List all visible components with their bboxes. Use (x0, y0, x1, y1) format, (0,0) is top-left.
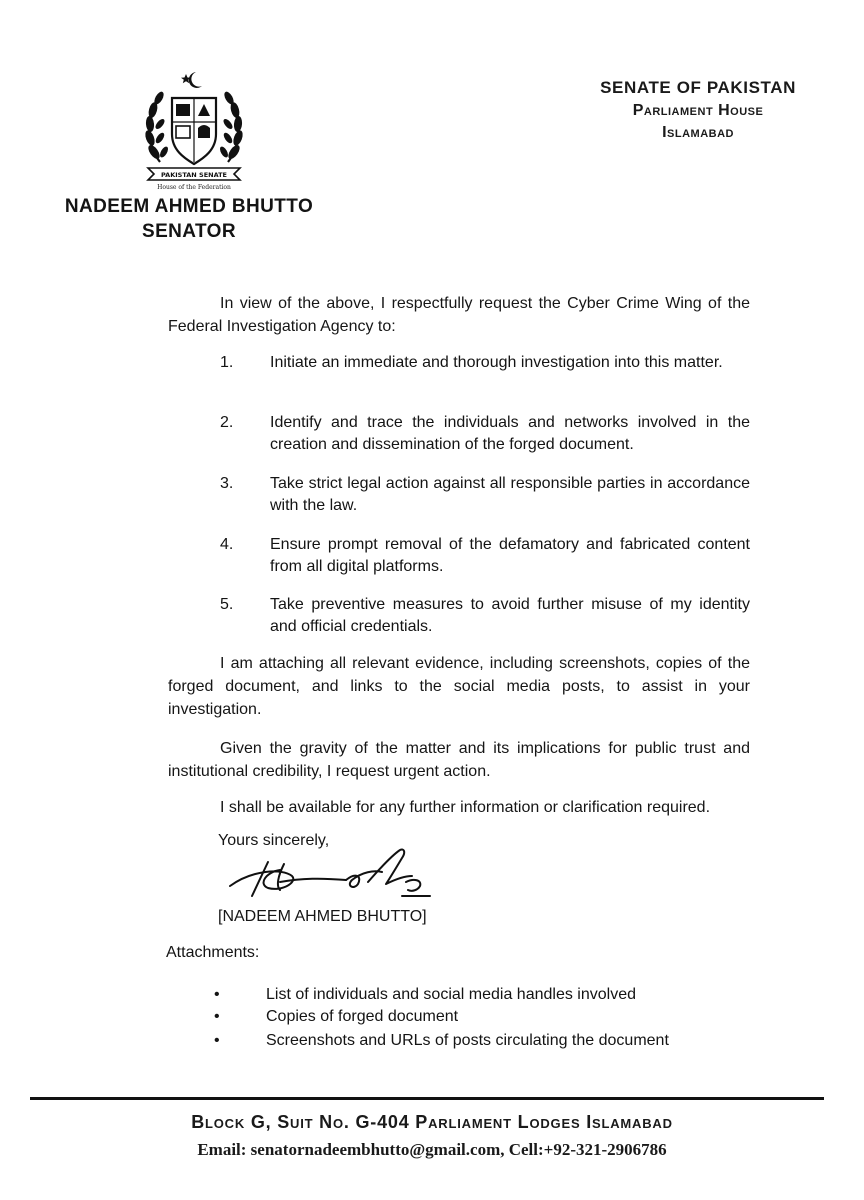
institution-header (600, 78, 796, 142)
attachment-text: Screenshots and URLs of posts circulating the document (266, 1032, 669, 1049)
salutation: Yours sincerely, (218, 832, 330, 849)
attachment-text: Copies of forged document (266, 1008, 459, 1025)
institution-name: SENATE OF PAKISTAN (600, 78, 796, 97)
pakistan-senate-emblem-icon (138, 64, 250, 194)
request-text: Ensure prompt removal of the defamatory and fabricated content from all digital platforms. (270, 536, 750, 575)
request-text: Identify and trace the individuals and networks involved in the creation and dissemination of the forged document. (270, 414, 750, 453)
gravity-paragraph: Given the gravity of the matter and its implications for public trust and institutional credibility, I request urgent action. (168, 740, 750, 780)
signatory-name: [NADEEM AHMED BHUTTO] (218, 908, 427, 925)
footer-address: Block G, Suit No. G-404 Parliament Lodges Islamabad (191, 1112, 673, 1132)
sender-header (40, 196, 338, 243)
request-number: 5. (220, 596, 234, 613)
bullet-icon: • (214, 1008, 220, 1025)
request-text: Take strict legal action against all responsible parties in accordance with the law. (270, 475, 750, 514)
request-text: Initiate an immediate and thorough investigation into this matter. (270, 354, 723, 371)
request-number: 1. (220, 354, 234, 371)
institution-building: Parliament House (632, 102, 764, 119)
attachments-heading: Attachments: (166, 944, 260, 961)
footer-contact: Email: senatornadeembhutto@gmail.com, Cell:+92-321-2906786 (197, 1140, 667, 1159)
bullet-icon: • (214, 1032, 220, 1049)
emblem-banner-text: PAKISTAN SENATE (161, 171, 227, 179)
footer-divider (30, 1097, 824, 1100)
request-number: 4. (220, 536, 234, 553)
intro-paragraph: In view of the above, I respectfully request the Cyber Crime Wing of the Federal Investigation Agency to: (168, 295, 750, 335)
request-text: Take preventive measures to avoid further misuse of my identity and official credentials. (270, 596, 750, 635)
evidence-paragraph: I am attaching all relevant evidence, including screenshots, copies of the forged document, and links to the social media posts, to assist in your investigation. (168, 655, 750, 718)
emblem-caption: House of the Federation (157, 184, 231, 191)
sender-name: NADEEM AHMED BHUTTO (64, 196, 314, 217)
signature-image (222, 842, 440, 900)
request-number: 3. (220, 475, 234, 492)
availability-paragraph: I shall be available for any further information or clarification required. (220, 799, 711, 816)
bullet-icon: • (214, 986, 220, 1003)
institution-city: Islamabad (662, 124, 734, 141)
attachment-text: List of individuals and social media handles involved (266, 986, 636, 1003)
request-number: 2. (220, 414, 234, 431)
sender-designation: SENATOR (142, 221, 236, 242)
